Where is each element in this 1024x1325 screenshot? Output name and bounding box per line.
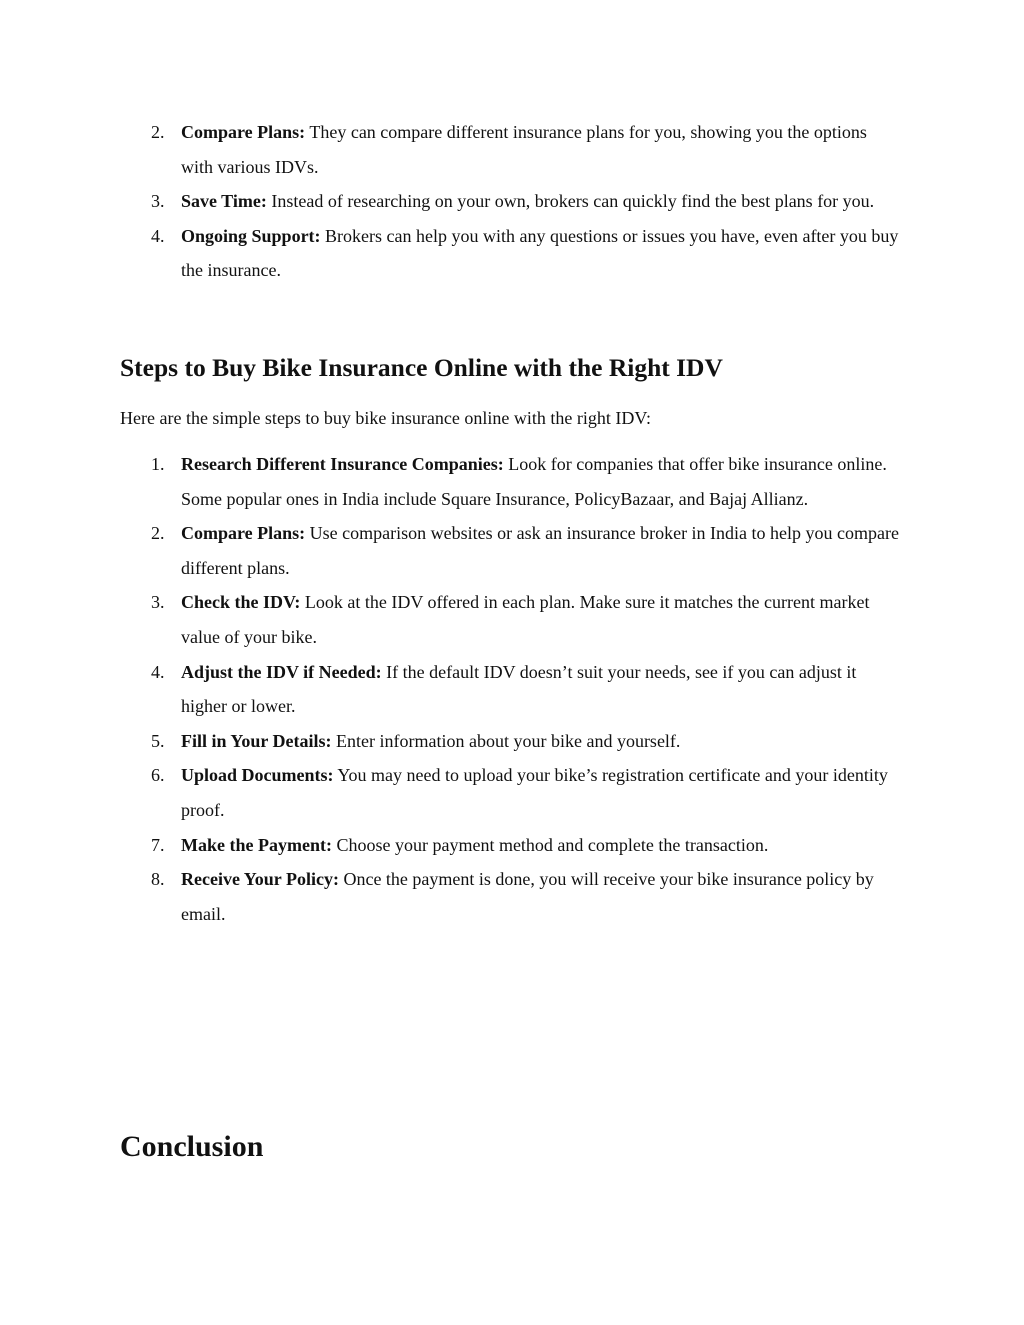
list-item: [120, 184, 900, 219]
list-item: [120, 828, 900, 863]
steps-intro: Here are the simple steps to buy bike insurance online with the right IDV:: [120, 408, 652, 428]
list-item-text: You may need to upload your bike’s registration certificate and your identity proof.: [181, 765, 888, 820]
list-item-text: Choose your payment method and complete the transaction.: [331, 834, 769, 855]
list-number: 2.: [151, 122, 165, 142]
list-item: [120, 219, 900, 288]
list-item: [120, 724, 900, 759]
list-item-title: Compare Plans:: [181, 122, 306, 142]
list-item-text: Use comparison websites or ask an insurance broker in India to help you compare different plans.: [181, 523, 899, 578]
list-number: 1.: [151, 454, 165, 474]
list-number: 6.: [151, 765, 165, 786]
list-item-title: Fill in Your Details:: [181, 730, 332, 751]
list-item-title: Research Different Insurance Companies:: [181, 454, 504, 474]
list-number: 2.: [151, 523, 165, 544]
list-number: 4.: [151, 225, 165, 246]
list-item-text: Enter information about your bike and yourself.: [331, 730, 681, 751]
list-item: [120, 447, 900, 516]
list-number: 8.: [151, 869, 165, 890]
list-item-text: Instead of researching on your own, brokers can quickly find the best plans for you.: [266, 191, 875, 212]
list-item-text: If the default IDV doesn’t suit your needs, see if you can adjust it higher or lower.: [181, 661, 857, 717]
list-number: 3.: [151, 592, 165, 613]
list-item-text: Once the payment is done, you will receive your bike insurance policy by email.: [181, 869, 874, 924]
list-item: [120, 758, 900, 827]
list-item-title: Compare Plans:: [181, 523, 306, 544]
steps-list: [120, 447, 900, 931]
broker-benefits-list: [120, 115, 900, 288]
list-number: 7.: [151, 834, 165, 855]
list-item: [120, 655, 900, 724]
list-item-title: Save Time:: [181, 191, 267, 212]
list-item-title: Adjust the IDV if Needed:: [181, 661, 382, 682]
list-item-text: Brokers can help you with any questions or issues you have, even after you buy the insurance.: [181, 225, 899, 281]
list-item-text: Look for companies that offer bike insurance online. Some popular ones in India include Square Insurance, PolicyBazaar, and Bajaj Allianz.: [181, 454, 887, 509]
list-number: 5.: [151, 730, 165, 751]
list-number: 4.: [151, 661, 165, 682]
list-item: [120, 516, 900, 585]
list-item: [120, 862, 900, 931]
list-item-text: Look at the IDV offered in each plan. Make sure it matches the current market value of your bike.: [181, 592, 870, 647]
list-item: [120, 115, 900, 184]
list-item-text: They can compare different insurance plans for you, showing you the options with various IDVs.: [181, 122, 867, 177]
conclusion-heading: Conclusion: [120, 1130, 264, 1163]
list-item-title: Ongoing Support:: [181, 225, 321, 246]
list-item-title: Check the IDV:: [181, 592, 301, 613]
list-number: 3.: [151, 191, 165, 212]
list-item-title: Make the Payment:: [181, 834, 332, 855]
list-item: [120, 585, 900, 654]
list-item-title: Upload Documents:: [181, 765, 334, 786]
list-item-title: Receive Your Policy:: [181, 869, 339, 890]
steps-heading: Steps to Buy Bike Insurance Online with the Right IDV: [120, 353, 723, 382]
